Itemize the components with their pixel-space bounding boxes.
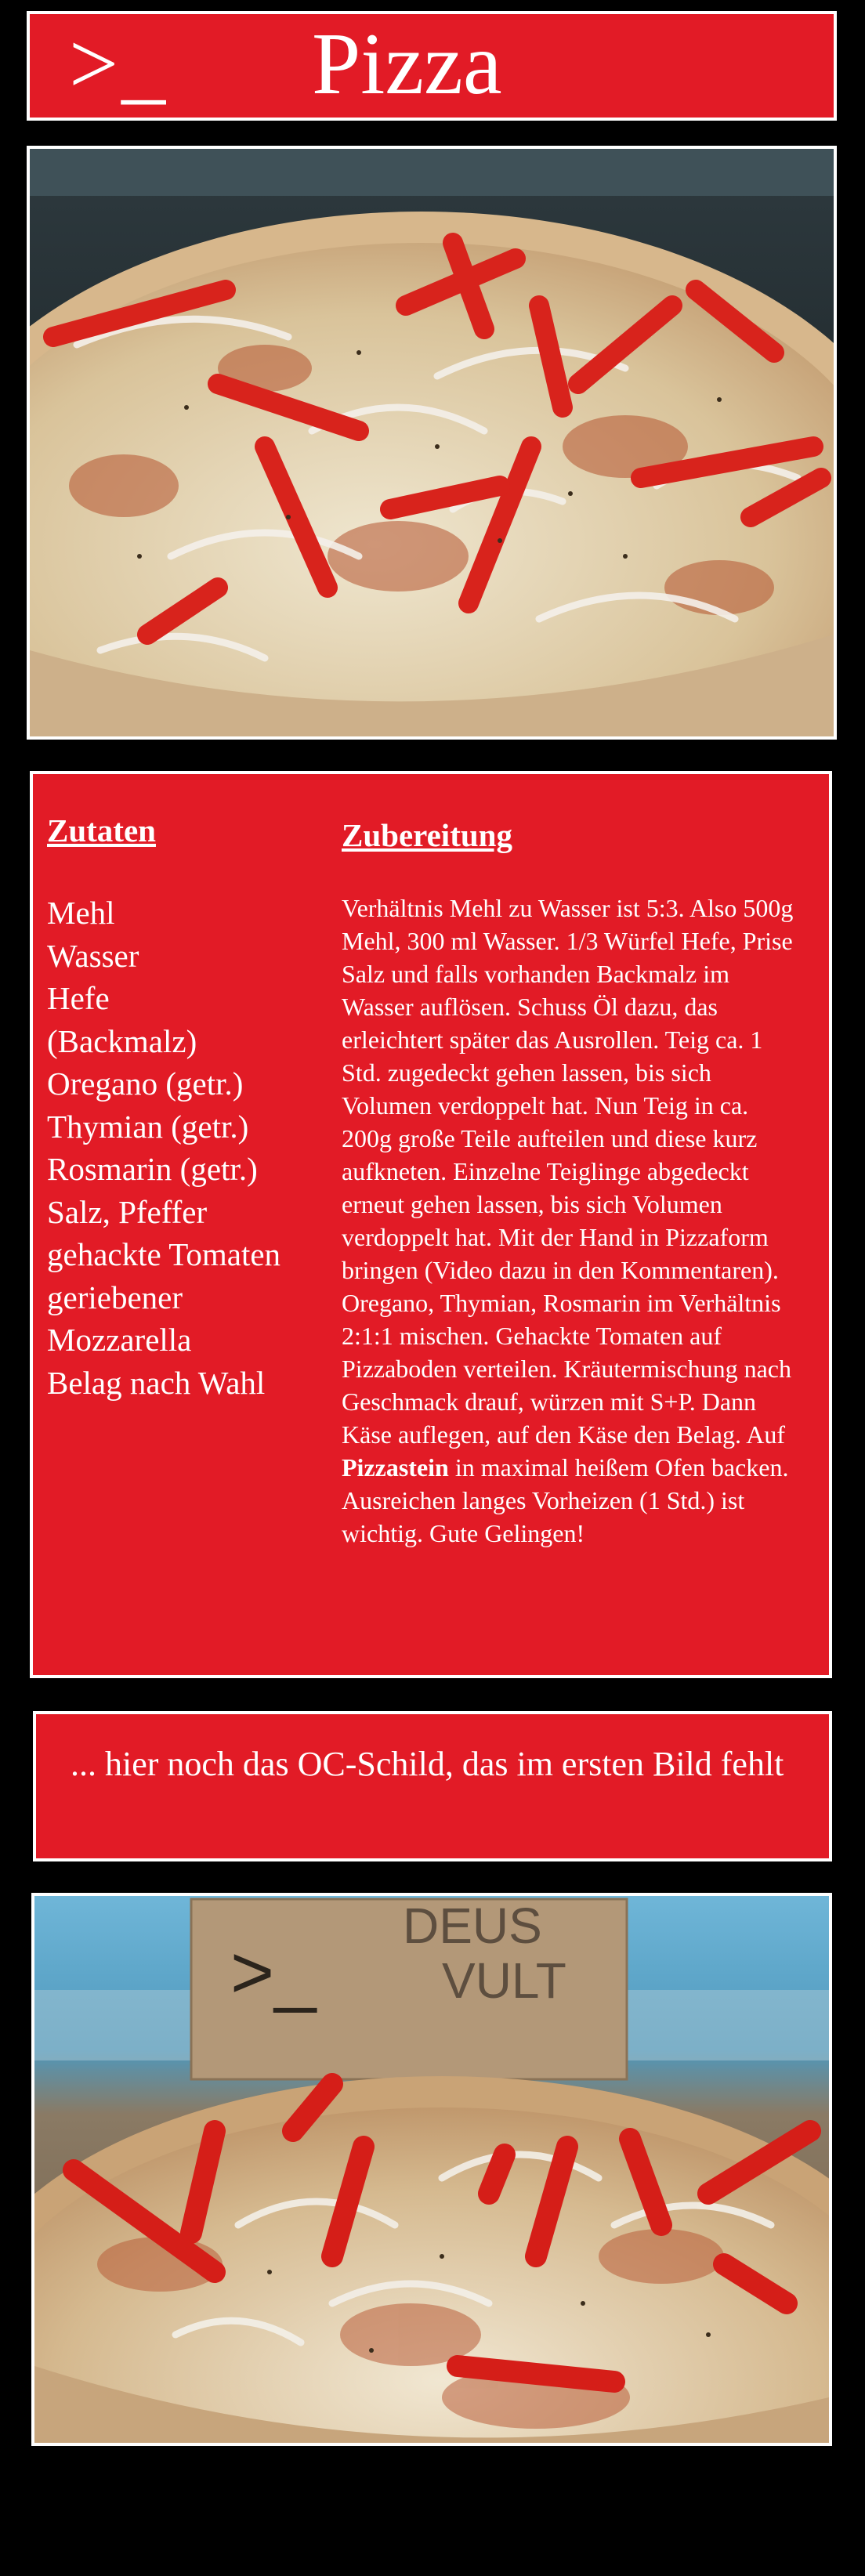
pizzastein-bold: Pizzastein <box>342 1453 449 1482</box>
preparation-text <box>342 892 801 1550</box>
list-item: Salz, Pfeffer <box>47 1193 208 1230</box>
list-item: Belag nach Wahl <box>47 1364 266 1401</box>
list-item: Rosmarin (getr.) <box>47 1151 258 1187</box>
recipe-panel <box>30 771 832 1678</box>
list-item: (Backmalz) <box>47 1022 197 1059</box>
preparation-text-part: Verhältnis Mehl zu Wasser ist 5:3. Also 500g Mehl, 300 ml Wasser. 1/3 Würfel Hefe, Prise Salz und falls vorhanden Backmalz im Wasser auflösen. Schuss Öl dazu, das erleichtert später das Ausrollen. Teig ca. 1 Std. zugedeckt gehen lassen, bis sich Volumen verdoppelt hat. Nun Teig in ca. 200g große Teile aufteilen und diese kurz aufkneten. Einzelne Teiglinge abgedeckt erneut gehen lassen, bis sich Volumen verdoppelt hat. Mit der Hand in Pizzaform bringen (Video dazu in den Kommentaren). Oregano, Thymian, Rosmarin im Verhältnis 2:1:1 mischen. Gehackte Tomaten auf Pizzaboden verteilen. Kräutermischung nach Geschmack drauf, würzen mit S+P. Dann Käse auflegen, auf den Käse den Belag. Auf <box>342 894 794 1449</box>
list-item: Wasser <box>47 937 139 974</box>
list-item: Mehl <box>47 895 115 931</box>
list-item: Thymian (getr.) <box>47 1108 249 1145</box>
preparation-heading: Zubereitung <box>342 817 512 853</box>
pizza-image <box>30 149 834 736</box>
terminal-prompt-glyph: >_ <box>69 16 169 113</box>
sign-line-1: DEUS <box>403 1898 542 1954</box>
list-item: geriebener <box>47 1279 183 1315</box>
pizza-photo-top <box>27 146 837 740</box>
list-item: Hefe <box>47 980 110 1016</box>
pizza-photo-bottom <box>31 1893 832 2446</box>
list-item: Oregano (getr.) <box>47 1065 244 1102</box>
list-item: Mozzarella <box>47 1322 192 1358</box>
page-title: Pizza <box>312 16 502 113</box>
sign-line-2: VULT <box>442 1952 566 2009</box>
ingredients-heading: Zutaten <box>47 812 156 848</box>
pizza-with-sign-image <box>34 1896 829 2443</box>
note-panel <box>33 1711 832 1861</box>
title-bar <box>27 11 837 121</box>
sign-prompt: >_ <box>230 1930 317 2014</box>
preparation-text-part: in maximal heißem Ofen backen. Ausreichen langes Vorheizen (1 Std.) ist wichtig. Gute Gelingen! <box>342 1453 789 1547</box>
note-text: ... hier noch das OC-Schild, das im ersten Bild fehlt <box>71 1745 784 1783</box>
list-item: gehackte Tomaten <box>47 1236 281 1272</box>
ingredients-list <box>47 892 280 1404</box>
